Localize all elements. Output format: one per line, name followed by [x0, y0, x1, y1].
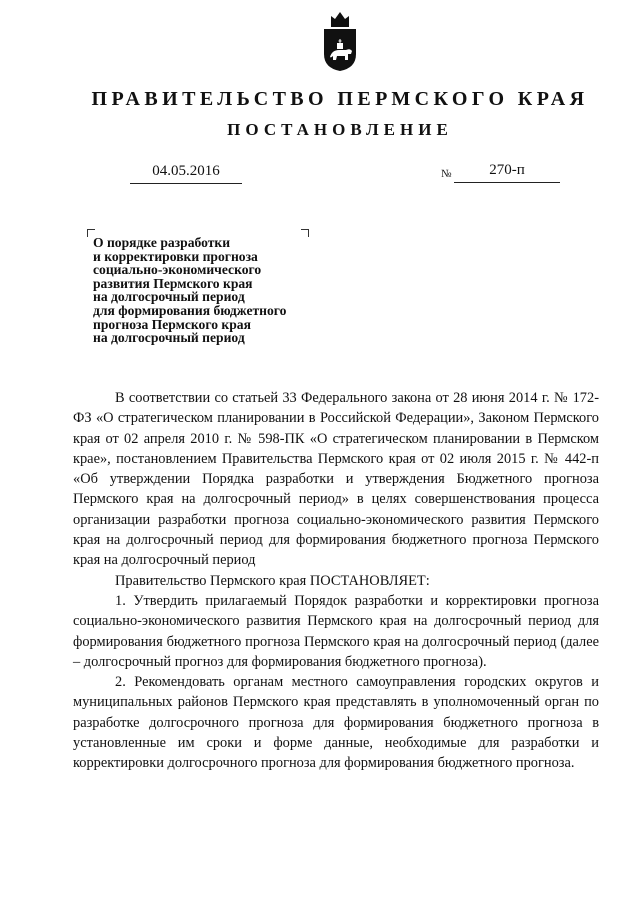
subject-line: прогноза Пермского края	[93, 316, 251, 332]
subject-line: социально-экономического	[93, 262, 262, 278]
clause-2-paragraph: 2. Рекомендовать органам местного самоуправления городских округов и муниципальных районов Пермского края представлять в уполномоченный орган по разработке долгосрочного прогноза для формирования бюджетного прогноза в установленные им сроки и форме данные, необходимые для разработки и корректировки долгосрочного прогноза для формирования бюджетного прогноза.	[73, 674, 599, 772]
subject-line: и корректировки прогноза	[93, 248, 258, 264]
subject-line: на долгосрочный период	[93, 330, 245, 346]
subject-line: О порядке разработки	[93, 235, 231, 250]
resolution-statement: Правительство Пермского края ПОСТАНОВЛЯЕТ:	[115, 572, 430, 589]
organization-title: ПРАВИТЕЛЬСТВО ПЕРМСКОГО КРАЯ	[91, 88, 589, 110]
number-sign: №	[441, 168, 452, 180]
document-number: 270-п	[454, 162, 560, 183]
document-date: 04.05.2016	[130, 163, 242, 184]
document-type: ПОСТАНОВЛЕНИЕ	[227, 120, 453, 139]
subject-line: для формирования бюджетного	[93, 302, 287, 318]
clause-1-paragraph: 1. Утвердить прилагаемый Порядок разработки и корректировки прогноза социально-экономического развития Пермского края на долгосрочный период для формирования бюджетного прогноза Пермского края на долгосрочный период (далее – долгосрочный прогноз для формирования бюджетного прогноза).	[73, 592, 599, 670]
subject-corner-right	[301, 229, 309, 237]
document-subject	[93, 236, 286, 345]
preamble-paragraph: В соответствии со статьей 33 Федерального закона от 28 июня 2014 г. № 172-ФЗ «О стратегическом планировании в Российской Федерации», Законом Пермского края от 02 апреля 2010 г. № 598-ПК «О стратегическом планировании в Пермском крае», постановлением Правительства Пермского края от 02 июля 2015 г. № 442-п «Об утверждении Порядка разработки и утверждения Бюджетного прогноза Пермского края на долгосрочный период» в целях совершенствования процесса организации разработки прогноза социально-экономического развития Пермского края на долгосрочный период для формирования бюджетного прогноза Пермского края на долгосрочный период	[73, 390, 599, 569]
document-body	[73, 388, 599, 774]
subject-line: на долгосрочный период	[93, 289, 245, 305]
subject-line: развития Пермского края	[93, 275, 253, 291]
coat-of-arms-icon	[322, 10, 358, 72]
